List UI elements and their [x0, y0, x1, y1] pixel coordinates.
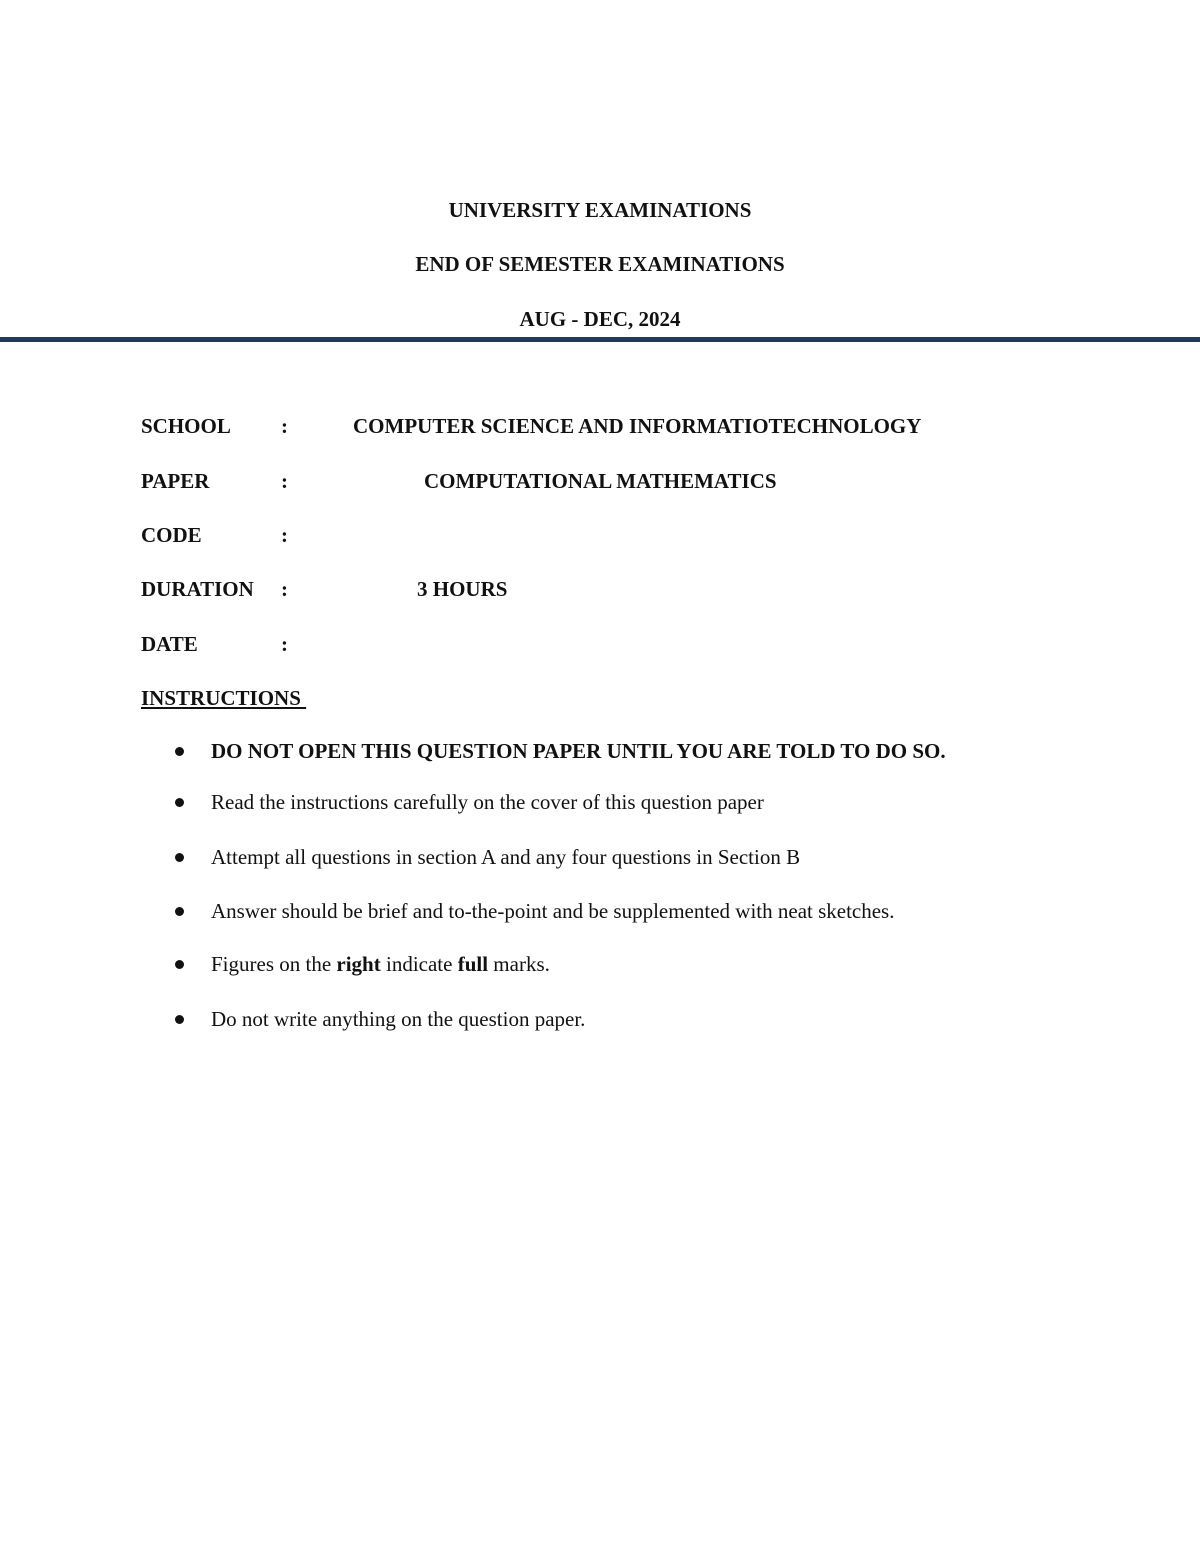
duration-label: DURATION: [141, 577, 254, 601]
bullet-icon: [175, 960, 184, 969]
instruction-text: [211, 951, 550, 977]
header-divider: [0, 337, 1200, 342]
university-title: UNIVERSITY EXAMINATIONS: [448, 198, 752, 222]
paper-field: [141, 468, 1141, 494]
school-field: [141, 413, 1141, 439]
instruction-text: Answer should be brief and to-the-point and be supplemented with neat sketches.: [211, 899, 895, 923]
paper-label: PAPER: [141, 469, 210, 493]
bullet-icon: [175, 747, 184, 756]
duration-value: 3 HOURS: [417, 577, 508, 601]
bullet-icon: [175, 853, 184, 862]
instruction-emphasis-full: full: [457, 952, 489, 976]
code-colon: :: [281, 523, 288, 547]
instruction-item: [175, 738, 1175, 764]
code-label: CODE: [141, 523, 202, 547]
instruction-text: DO NOT OPEN THIS QUESTION PAPER UNTIL YOU ARE TOLD TO DO SO.: [211, 739, 946, 763]
duration-field: [141, 576, 1141, 602]
instruction-item: [175, 898, 1175, 924]
instruction-text: Attempt all questions in section A and any four questions in Section B: [211, 845, 801, 869]
paper-value: COMPUTATIONAL MATHEMATICS: [424, 469, 777, 493]
instruction-text: Do not write anything on the question paper.: [211, 1007, 586, 1031]
instruction-text-part: indicate: [380, 952, 458, 976]
date-field: [141, 631, 1141, 657]
school-value: COMPUTER SCIENCE AND INFORMATIOTECHNOLOGY: [353, 414, 922, 438]
instructions-heading: INSTRUCTIONS: [141, 686, 307, 710]
instruction-item: [175, 844, 1175, 870]
instruction-emphasis-right: right: [336, 952, 381, 976]
duration-colon: :: [281, 577, 288, 601]
instruction-item: [175, 951, 1175, 977]
bullet-icon: [175, 1015, 184, 1024]
bullet-icon: [175, 907, 184, 916]
instruction-text: Read the instructions carefully on the cover of this question paper: [211, 790, 764, 814]
instruction-item: [175, 789, 1175, 815]
instruction-item: [175, 1006, 1175, 1032]
date-colon: :: [281, 632, 288, 656]
bullet-icon: [175, 798, 184, 807]
code-field: [141, 522, 1141, 548]
exam-period-title: AUG - DEC, 2024: [519, 307, 681, 331]
paper-colon: :: [281, 469, 288, 493]
exam-type-title: END OF SEMESTER EXAMINATIONS: [415, 252, 785, 276]
instruction-text-part: Figures on the: [211, 952, 337, 976]
school-colon: :: [281, 414, 288, 438]
school-label: SCHOOL: [141, 414, 231, 438]
instruction-text-part: marks.: [488, 952, 550, 976]
date-label: DATE: [141, 632, 198, 656]
